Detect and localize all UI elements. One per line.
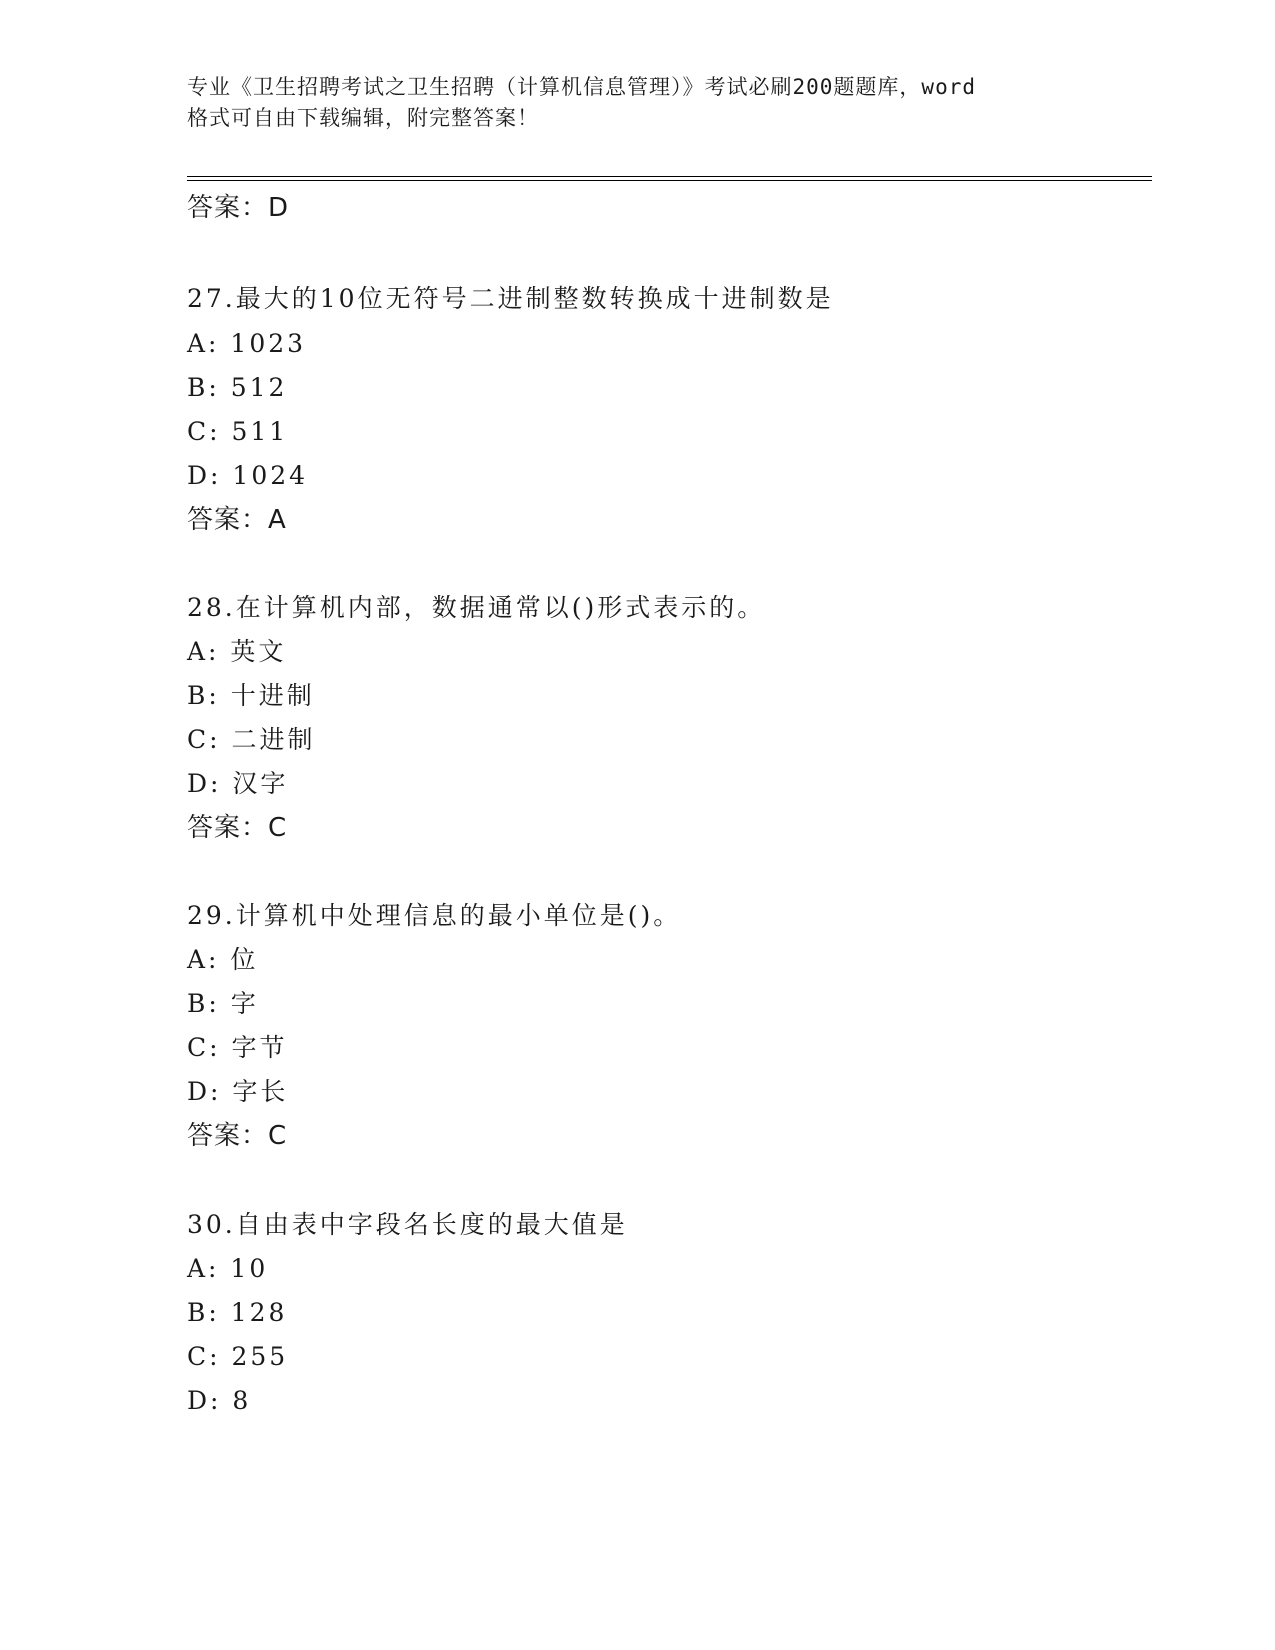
option-c: C: 字节 [187,1033,288,1062]
option-b: B: 字 [187,989,259,1018]
answer-label: 答案：C [187,1121,288,1151]
previous-answer: 答案：D [187,193,290,223]
option-d: D: 1024 [187,461,309,490]
option-c: C: 511 [187,417,289,446]
option-d: D: 字长 [187,1077,289,1106]
question-stem: 27.最大的10位无符号二进制整数转换成十进制数是 [187,284,834,313]
question-stem: 28.在计算机内部，数据通常以()形式表示的。 [187,593,766,622]
answer-label: 答案：A [187,505,287,535]
question-stem: 30.自由表中字段名长度的最大值是 [187,1210,628,1239]
header-title-line-1: 专业《卫生招聘考试之卫生招聘（计算机信息管理）》考试必刷200题题库，word [187,75,976,99]
option-a: A: 10 [187,1254,269,1283]
header-divider-bottom [187,180,1152,181]
header-divider-top [187,176,1152,177]
option-a: A: 位 [187,945,259,974]
question-stem: 29.计算机中处理信息的最小单位是()。 [187,901,682,930]
option-b: B: 128 [187,1298,288,1327]
header-title-line-2: 格式可自由下载编辑，附完整答案！ [187,106,539,130]
option-d: D: 8 [187,1386,252,1415]
option-a: A: 1023 [187,329,307,358]
option-b: B: 十进制 [187,681,315,710]
option-c: C: 二进制 [187,725,316,754]
option-a: A: 英文 [187,637,287,666]
option-c: C: 255 [187,1342,289,1371]
answer-label: 答案：C [187,813,288,843]
option-d: D: 汉字 [187,769,289,798]
option-b: B: 512 [187,373,288,402]
